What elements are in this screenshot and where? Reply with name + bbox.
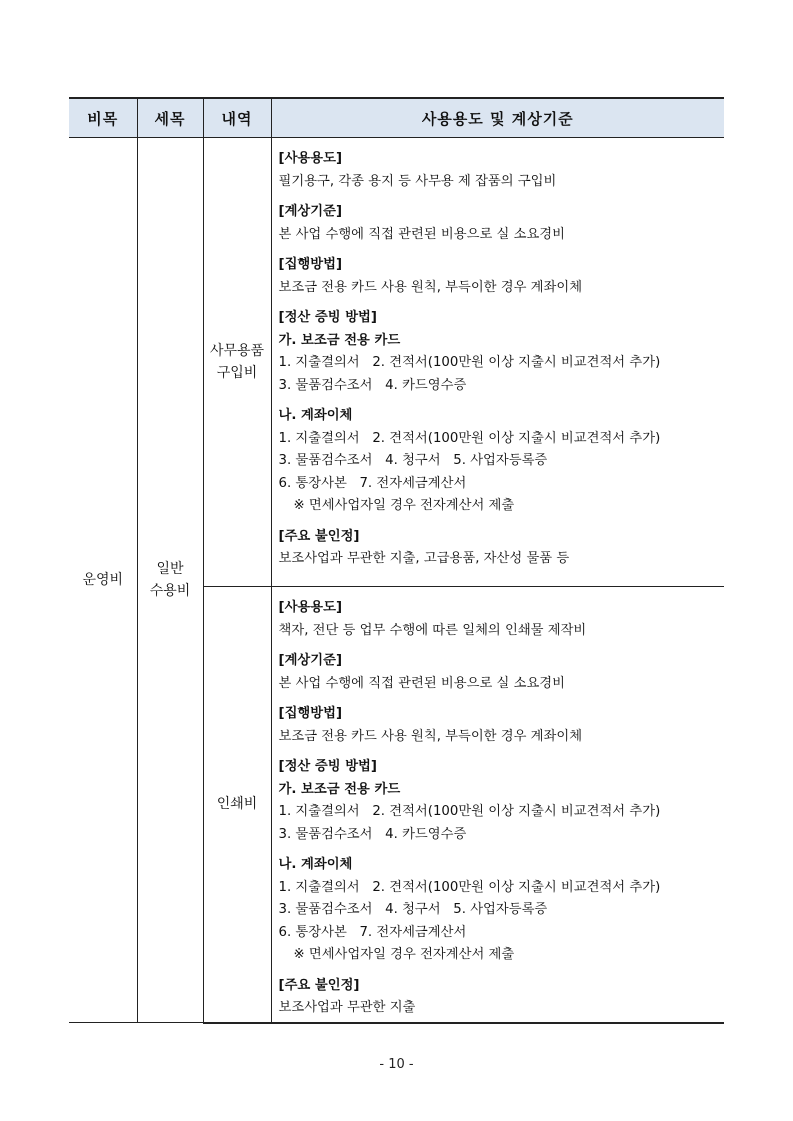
transfer-line: 6. 통장사본 7. 전자세금계산서: [278, 475, 467, 491]
table-row: [69, 138, 724, 587]
transfer-line: 1. 지출결의서 2. 견적서(100만원 이상 지출시 비교견적서 추가): [278, 879, 661, 895]
transfer-heading: 나. 계좌이체: [278, 857, 353, 872]
card-line: 3. 물품검수조서 4. 카드영수증: [278, 826, 467, 842]
transfer-line: 6. 통장사본 7. 전자세금계산서: [278, 924, 467, 940]
card-line: 1. 지출결의서 2. 견적서(100만원 이상 지출시 비교견적서 추가): [278, 804, 661, 819]
usage-heading: [사용용도]: [278, 151, 343, 166]
execution-heading: [집행방법]: [278, 706, 343, 721]
category-cell: 운영비: [69, 138, 137, 1023]
basis-text: 본 사업 수행에 직접 관련된 비용으로 실 소요경비: [278, 675, 565, 691]
basis-text: 본 사업 수행에 직접 관련된 비용으로 실 소요경비: [278, 226, 565, 242]
description-cell: [271, 138, 724, 587]
ineligible-heading: [주요 불인정]: [278, 528, 360, 544]
transfer-line: 3. 물품검수조서 4. 청구서 5. 사업자등록증: [278, 902, 548, 917]
description-cell: [271, 587, 724, 1023]
subcategory-cell: 일반 수용비: [137, 138, 203, 1023]
table-header-row: [69, 98, 724, 138]
usage-heading: [사용용도]: [278, 600, 343, 615]
tax-exempt-note: ※ 면세사업자일 경우 전자계산서 제출: [293, 947, 515, 962]
transfer-heading: 나. 계좌이체: [278, 408, 353, 423]
usage-text: 책자, 전단 등 업무 수행에 따른 일체의 인쇄물 제작비: [278, 622, 587, 638]
header-category: 비목: [69, 98, 137, 138]
transfer-line: 3. 물품검수조서 4. 청구서 5. 사업자등록증: [278, 453, 548, 468]
ineligible-text: 보조사업과 무관한 지출: [278, 1000, 416, 1015]
card-heading: 가. 보조금 전용 카드: [278, 781, 401, 797]
settlement-heading: [정산 증빙 방법]: [278, 310, 377, 325]
execution-text: 보조금 전용 카드 사용 원칙, 부득이한 경우 계좌이체: [278, 728, 583, 744]
settlement-heading: [정산 증빙 방법]: [278, 759, 377, 774]
usage-text: 필기용구, 각종 용지 등 사무용 제 잡품의 구입비: [278, 173, 557, 189]
header-item: 내역: [203, 98, 271, 138]
card-line: 3. 물품검수조서 4. 카드영수증: [278, 377, 467, 393]
page-number: - 10 -: [379, 1057, 414, 1072]
ineligible-heading: [주요 불인정]: [278, 977, 360, 993]
execution-heading: [집행방법]: [278, 257, 343, 272]
item-cell: 사무용품 구입비: [203, 138, 271, 587]
transfer-line: 1. 지출결의서 2. 견적서(100만원 이상 지출시 비교견적서 추가): [278, 430, 661, 446]
header-usage-criteria: 사용용도 및 계상기준: [271, 98, 724, 138]
basis-heading: [계상기준]: [278, 204, 343, 219]
item-cell: 인쇄비: [203, 587, 271, 1023]
ineligible-text: 보조사업과 무관한 지출, 고급용품, 자산성 물품 등: [278, 551, 570, 566]
tax-exempt-note: ※ 면세사업자일 경우 전자계산서 제출: [293, 498, 515, 513]
header-subcategory: 세목: [137, 98, 203, 138]
budget-criteria-table: [69, 97, 724, 1024]
card-heading: 가. 보조금 전용 카드: [278, 332, 401, 348]
execution-text: 보조금 전용 카드 사용 원칙, 부득이한 경우 계좌이체: [278, 279, 583, 295]
basis-heading: [계상기준]: [278, 653, 343, 668]
card-line: 1. 지출결의서 2. 견적서(100만원 이상 지출시 비교견적서 추가): [278, 355, 661, 370]
